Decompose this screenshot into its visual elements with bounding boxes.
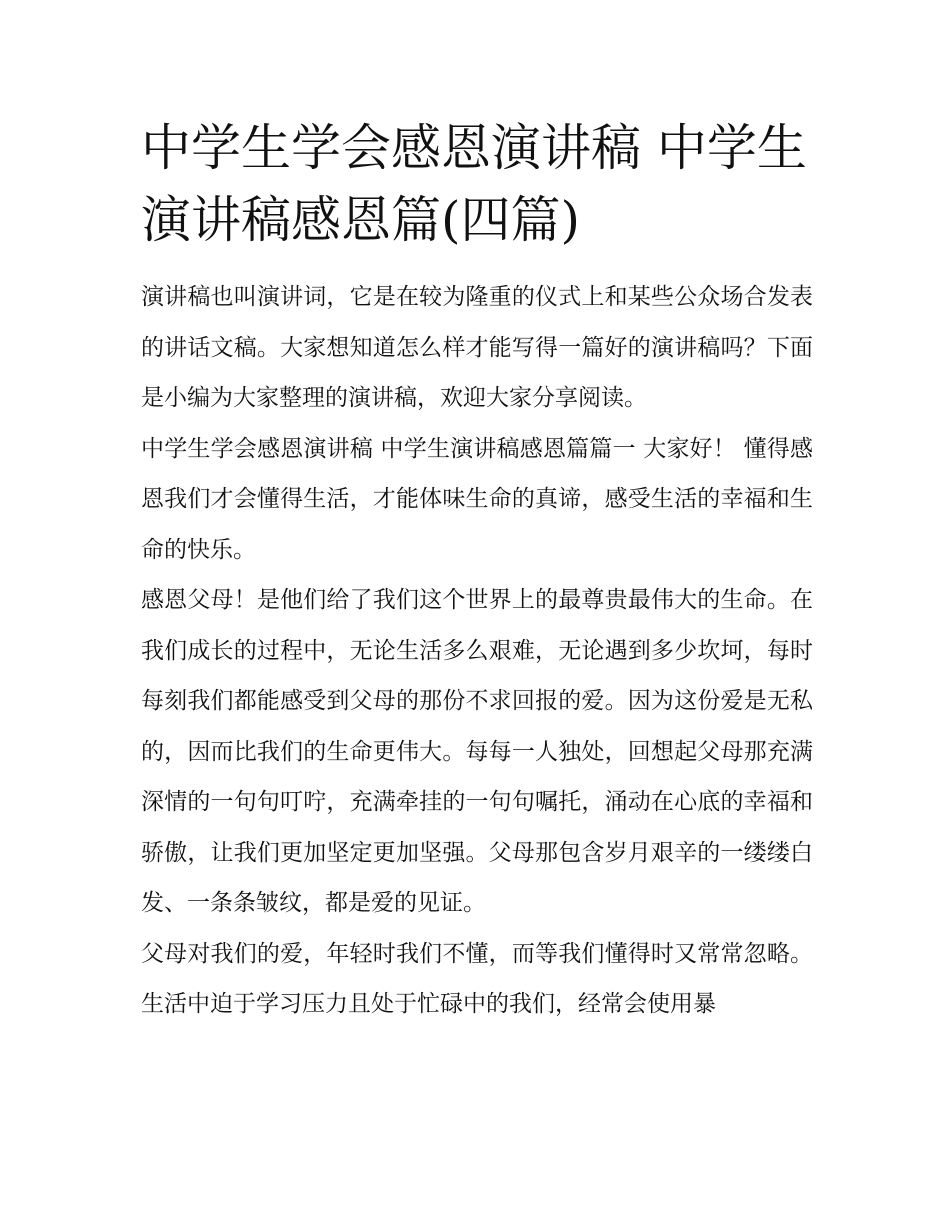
- document-page: [141, 112, 813, 1030]
- paragraph-intro: 演讲稿也叫演讲词，它是在较为隆重的仪式上和某些公众场合发表的讲话文稿。大家想知道怎么样才能写得一篇好的演讲稿吗？下面是小编为大家整理的演讲稿，欢迎大家分享阅读。: [141, 284, 813, 411]
- document-body: [141, 272, 813, 1030]
- paragraph-parents-love: 父母对我们的爱，年轻时我们不懂，而等我们懂得时又常常忽略。生活中迫于学习压力且处于忙碌中的我们，经常会使用暴: [141, 940, 813, 1017]
- paragraph-parents-gratitude: 感恩父母！是他们给了我们这个世界上的最尊贵最伟大的生命。在我们成长的过程中，无论生活多么艰难，无论遇到多少坎坷，每时每刻我们都能感受到父母的那份不求回报的爱。因为这份爱是无私的，因而比我们的生命更伟大。每每一人独处，回想起父母那充满深情的一句句叮咛，充满牵挂的一句句嘱托，涌动在心底的幸福和骄傲，让我们更加坚定更加坚强。父母那包含岁月艰辛的一缕缕白发、一条条皱纹，都是爱的见证。: [141, 587, 813, 916]
- paragraph-greeting: 中学生学会感恩演讲稿 中学生演讲稿感恩篇篇一 大家好！ 懂得感恩我们才会懂得生活，才能体味生命的真谛，感受生活的幸福和生命的快乐。: [141, 435, 813, 563]
- document-title: 中学生学会感恩演讲稿 中学生演讲稿感恩篇(四篇): [141, 119, 807, 249]
